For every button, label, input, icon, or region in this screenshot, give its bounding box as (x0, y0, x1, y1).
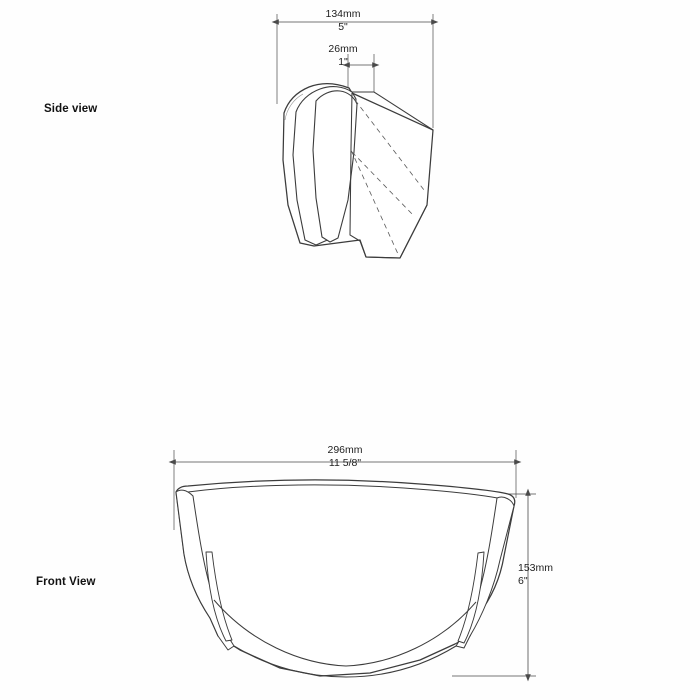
side-depth-dimension-label (313, 43, 373, 68)
side-width-in: 5" (338, 20, 348, 33)
side-width-dimension-label (308, 8, 378, 33)
front-width-in: 11 5/8" (328, 456, 362, 469)
side-depth-in: 1" (338, 55, 348, 68)
front-height-in: 6" (518, 574, 528, 587)
front-height-dimension-label (518, 562, 568, 587)
side-width-mm: 134mm (325, 8, 361, 20)
front-view-label: Front View (36, 576, 96, 588)
side-view-label: Side view (44, 103, 98, 115)
front-height-mm: 153mm (518, 562, 554, 574)
front-width-mm: 296mm (327, 444, 363, 456)
side-depth-mm: 26mm (328, 43, 358, 55)
front-view-group (174, 450, 536, 677)
front-width-dimension-label (300, 444, 390, 469)
